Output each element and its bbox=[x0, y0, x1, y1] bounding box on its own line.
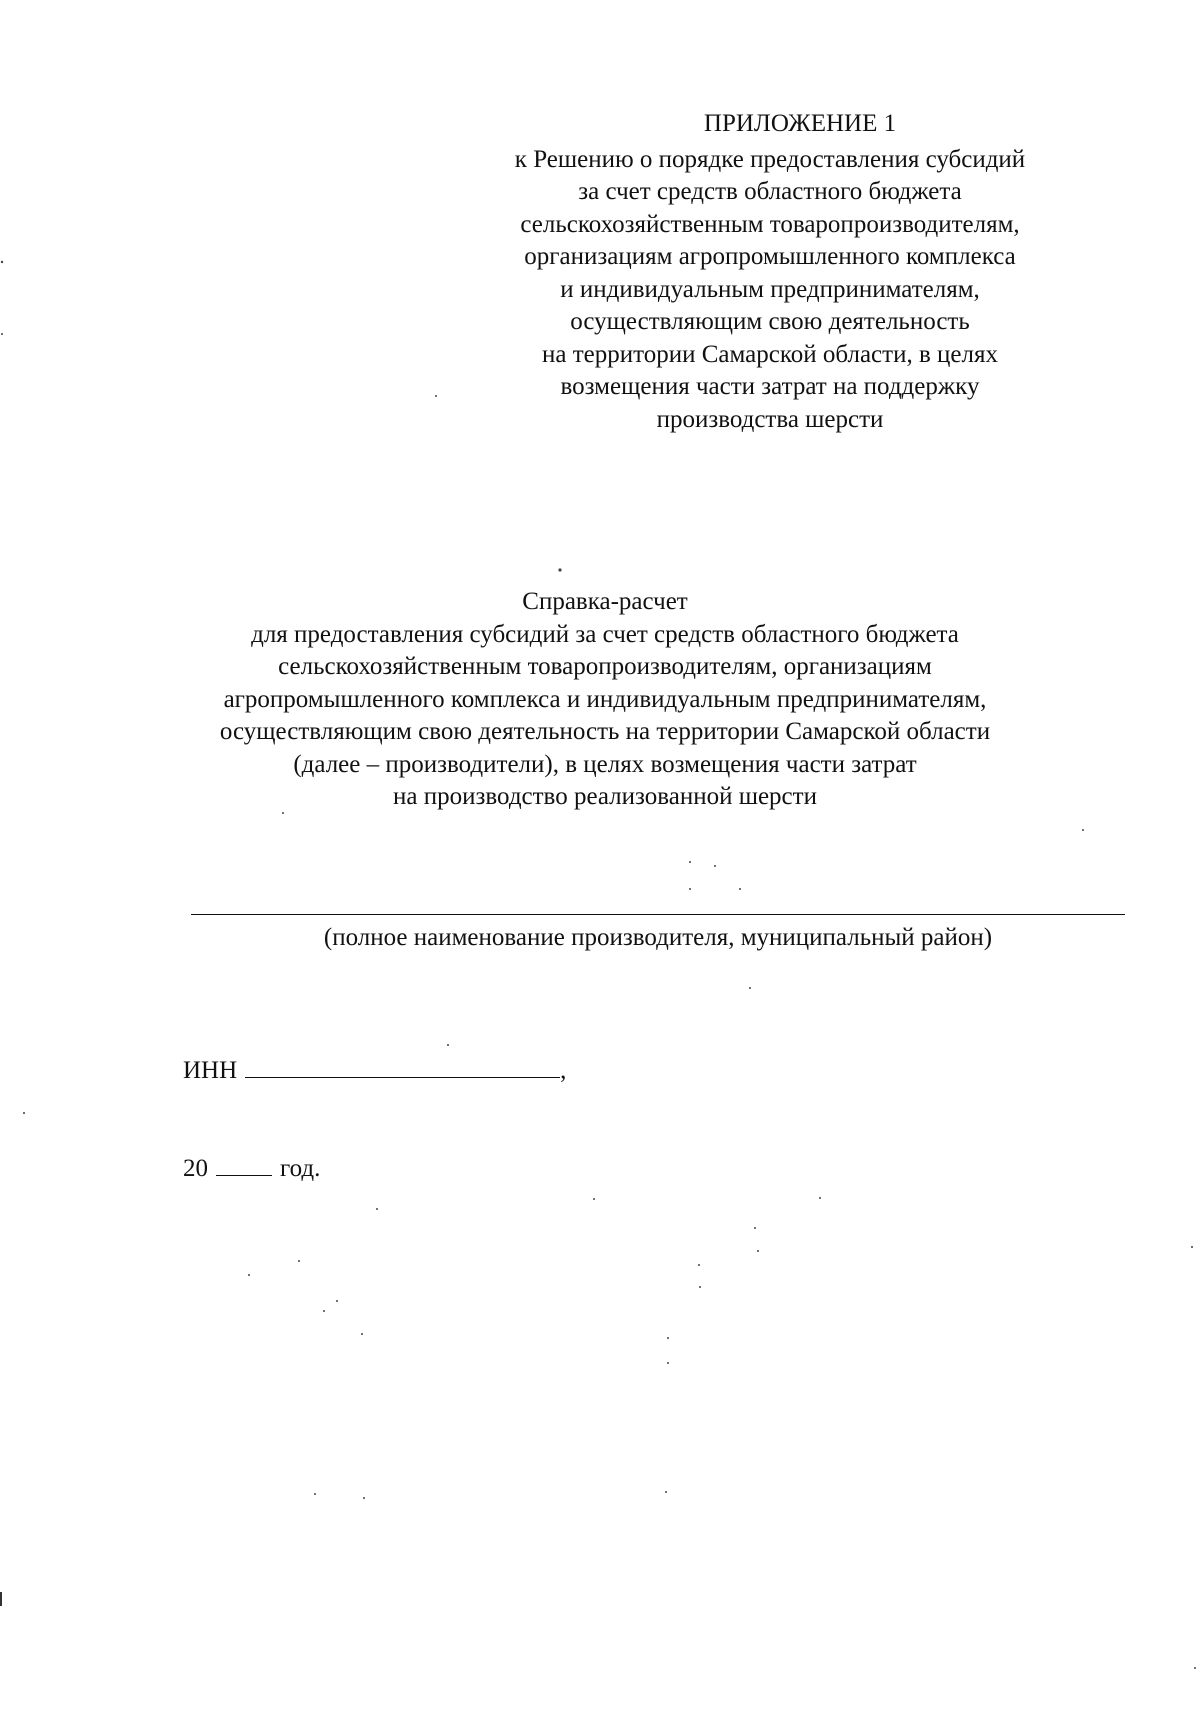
appendix-line: на территории Самарской области, в целях bbox=[542, 340, 998, 368]
appendix-block bbox=[450, 108, 1090, 436]
inn-suffix: , bbox=[560, 1057, 567, 1084]
certificate-line: сельскохозяйственным товаропроизводителям, организациям bbox=[278, 653, 932, 680]
appendix-line: и индивидуальным предпринимателям, bbox=[560, 275, 980, 303]
appendix-line: за счет средств областного бюджета bbox=[578, 178, 962, 205]
appendix-line: организациям агропромышленного комплекса bbox=[524, 243, 1016, 270]
producer-name-caption: (полное наименование производителя, муниципальный район) bbox=[323, 924, 993, 951]
producer-name-field[interactable] bbox=[191, 914, 1125, 915]
appendix-heading: ПРИЛОЖЕНИЕ 1 bbox=[703, 110, 897, 137]
inn-label: ИНН bbox=[183, 1057, 238, 1084]
appendix-line: осуществляющим свою деятельность bbox=[570, 308, 970, 335]
year-suffix: год. bbox=[280, 1155, 321, 1182]
appendix-line: производства шерсти bbox=[656, 405, 884, 433]
appendix-line: возмещения части затрат на поддержку bbox=[560, 373, 980, 400]
certificate-title-block bbox=[150, 586, 1060, 814]
appendix-line: к Решению о порядке предоставления субсидий bbox=[514, 145, 1026, 173]
certificate-line: осуществляющим свою деятельность на территории Самарской области bbox=[219, 718, 991, 745]
certificate-line: (далее – производители), в целях возмещения части затрат bbox=[293, 750, 917, 778]
certificate-line: агропромышленного комплекса и индивидуальным предпринимателям, bbox=[223, 685, 987, 713]
certificate-line: для предоставления субсидий за счет средств областного бюджета bbox=[251, 620, 959, 648]
year-field[interactable] bbox=[216, 1153, 272, 1176]
year-prefix: 20 bbox=[183, 1155, 208, 1182]
year-row bbox=[183, 1153, 320, 1185]
certificate-line: на производство реализованной шерсти bbox=[393, 783, 817, 810]
inn-field[interactable] bbox=[245, 1055, 560, 1078]
inn-row bbox=[183, 1055, 566, 1087]
certificate-title: Справка-расчет bbox=[522, 588, 688, 615]
appendix-line: сельскохозяйственным товаропроизводителям, bbox=[520, 210, 1020, 238]
